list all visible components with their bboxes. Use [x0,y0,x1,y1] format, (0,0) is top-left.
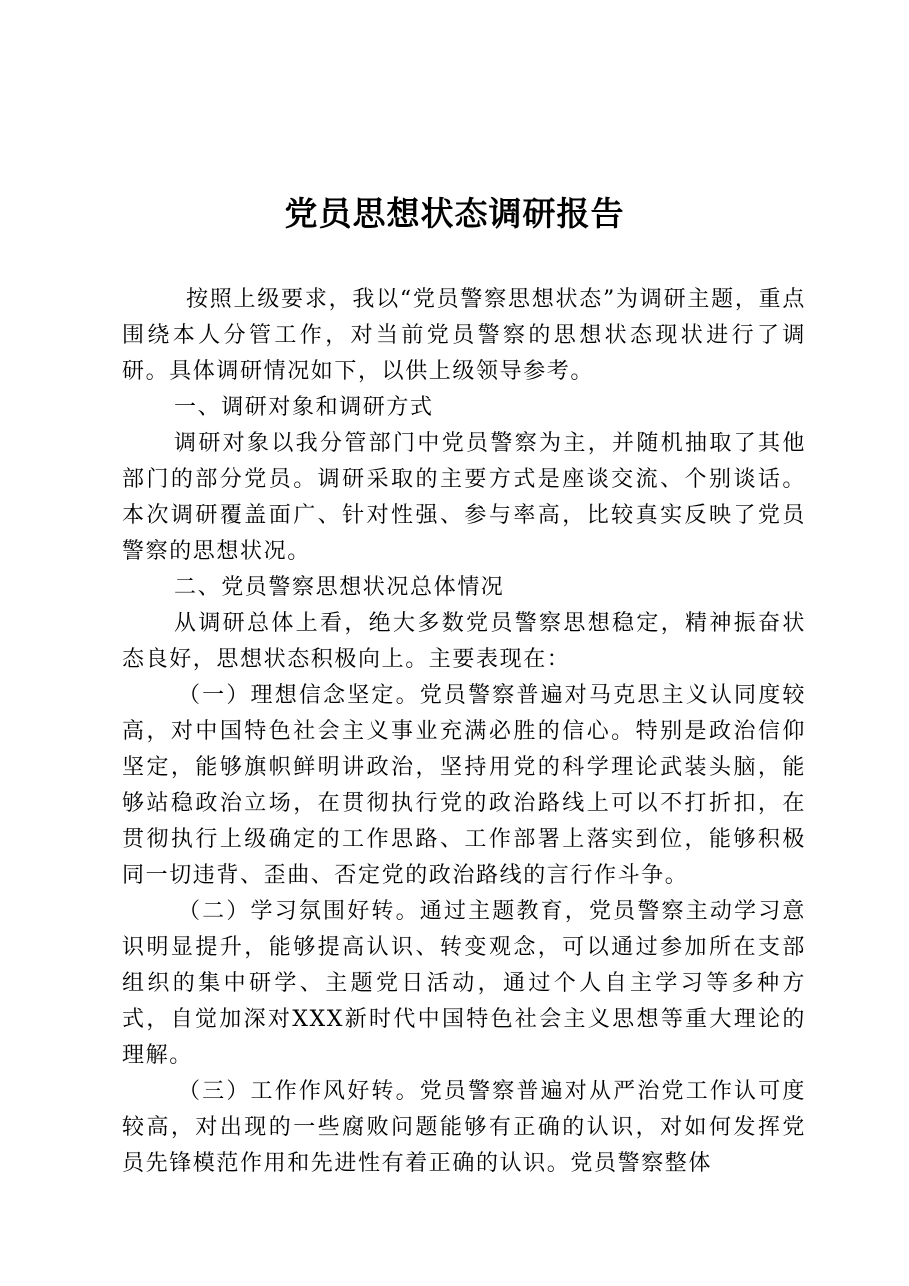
body-paragraph: 调研对象以我分管部门中党员警察为主，并随机抽取了其他部门的部分党员。调研采取的主要方式是座谈交流、个别谈话。本次调研覆盖面广、针对性强、参与率高，比较真实反映了党员警察的思想状况。 [122,431,806,564]
document-body [122,282,806,1182]
intro-paragraph: 按照上级要求，我以“党员警察思想状态”为调研主题，重点围绕本人分管工作，对当前党员警察的思想状态现状进行了调研。具体调研情况如下，以供上级领导参考。 [122,287,806,384]
body-paragraph: 从调研总体上看，绝大多数党员警察思想稳定，精神振奋状态良好，思想状态积极向上。主要表现在： [122,611,806,672]
subsection-paragraph-2: （二）学习氛围好转。通过主题教育，党员警察主动学习意识明显提升，能够提高认识、转变观念，可以通过参加所在支部组织的集中研学、主题党日活动，通过个人自主学习等多种方式，自觉加深对XXX新时代中国特色社会主义思想等重大理论的理解。 [122,899,806,1068]
section-heading-2: 二、党员警察思想状况总体情况 [174,575,505,600]
document-title: 党员思想状态调研报告 [284,194,625,233]
subsection-paragraph-1: （一）理想信念坚定。党员警察普遍对马克思主义认同度较高，对中国特色社会主义事业充满必胜的信心。特别是政治信仰坚定，能够旗帜鲜明讲政治，坚持用党的科学理论武装头脑，能够站稳政治立场，在贯彻执行党的政治路线上可以不打折扣，在贯彻执行上级确定的工作思路、工作部署上落实到位，能够积极同一切违背、歪曲、否定党的政治路线的言行作斗争。 [122,683,806,888]
subsection-paragraph-3: （三）工作作风好转。党员警察普遍对从严治党工作认可度较高，对出现的一些腐败问题能够有正确的认识，对如何发挥党员先锋模范作用和先进性有着正确的认识。党员警察整体 [122,1079,806,1176]
section-heading-1: 一、调研对象和调研方式 [174,395,434,420]
